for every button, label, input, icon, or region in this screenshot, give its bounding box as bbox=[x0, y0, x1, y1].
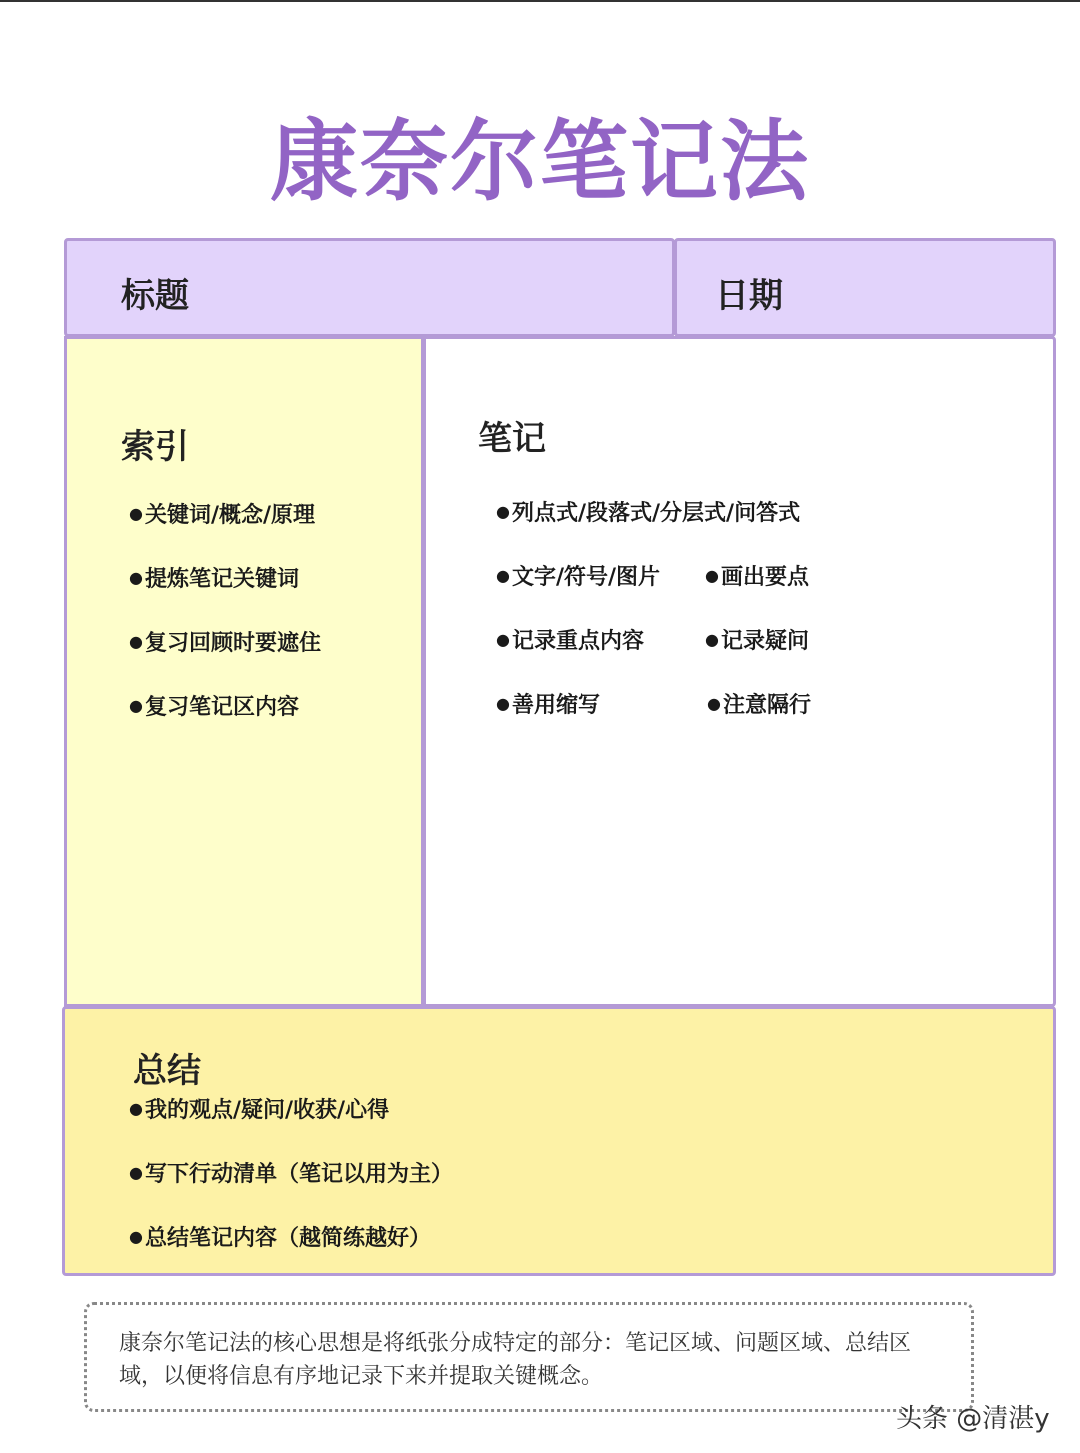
index-item: ● 复习笔记区内容 bbox=[129, 690, 299, 721]
notes-section bbox=[423, 336, 1056, 1007]
top-rule bbox=[0, 0, 1080, 2]
notes-heading: 笔记 bbox=[478, 419, 546, 459]
index-section bbox=[64, 336, 424, 1007]
watermark: 头条 @清湛y bbox=[896, 1404, 1050, 1434]
notes-item: ● 注意隔行 bbox=[707, 688, 811, 719]
index-item: ● 关键词/概念/原理 bbox=[129, 498, 315, 529]
date-field[interactable] bbox=[674, 238, 1056, 337]
summary-item: ● 写下行动清单（笔记以用为主） bbox=[129, 1157, 453, 1188]
title-field[interactable] bbox=[64, 238, 675, 337]
notes-item: ● 列点式/段落式/分层式/问答式 bbox=[496, 496, 800, 527]
notes-item: ● 善用缩写 bbox=[496, 688, 600, 719]
index-item: ● 提炼笔记关键词 bbox=[129, 562, 299, 593]
summary-item: ● 总结笔记内容（越简练越好） bbox=[129, 1221, 431, 1252]
title-field-label: 标题 bbox=[121, 276, 189, 316]
date-field-label: 日期 bbox=[715, 276, 783, 316]
notes-item: ● 文字/符号/图片 bbox=[496, 560, 660, 591]
page-title: 康奈尔笔记法 bbox=[269, 110, 810, 213]
notes-item: ● 记录疑问 bbox=[705, 624, 809, 655]
summary-heading: 总结 bbox=[133, 1051, 201, 1091]
index-item: ● 复习回顾时要遮住 bbox=[129, 626, 321, 657]
summary-section bbox=[62, 1006, 1056, 1276]
index-heading: 索引 bbox=[121, 427, 189, 467]
footer-note: 康奈尔笔记法的核心思想是将纸张分成特定的部分：笔记区域、问题区域、总结区域，以便将信息有序地记录下来并提取关键概念。 bbox=[84, 1302, 974, 1412]
notes-item: ● 记录重点内容 bbox=[496, 624, 644, 655]
notes-item: ● 画出要点 bbox=[705, 560, 809, 591]
summary-item: ● 我的观点/疑问/收获/心得 bbox=[129, 1093, 389, 1124]
